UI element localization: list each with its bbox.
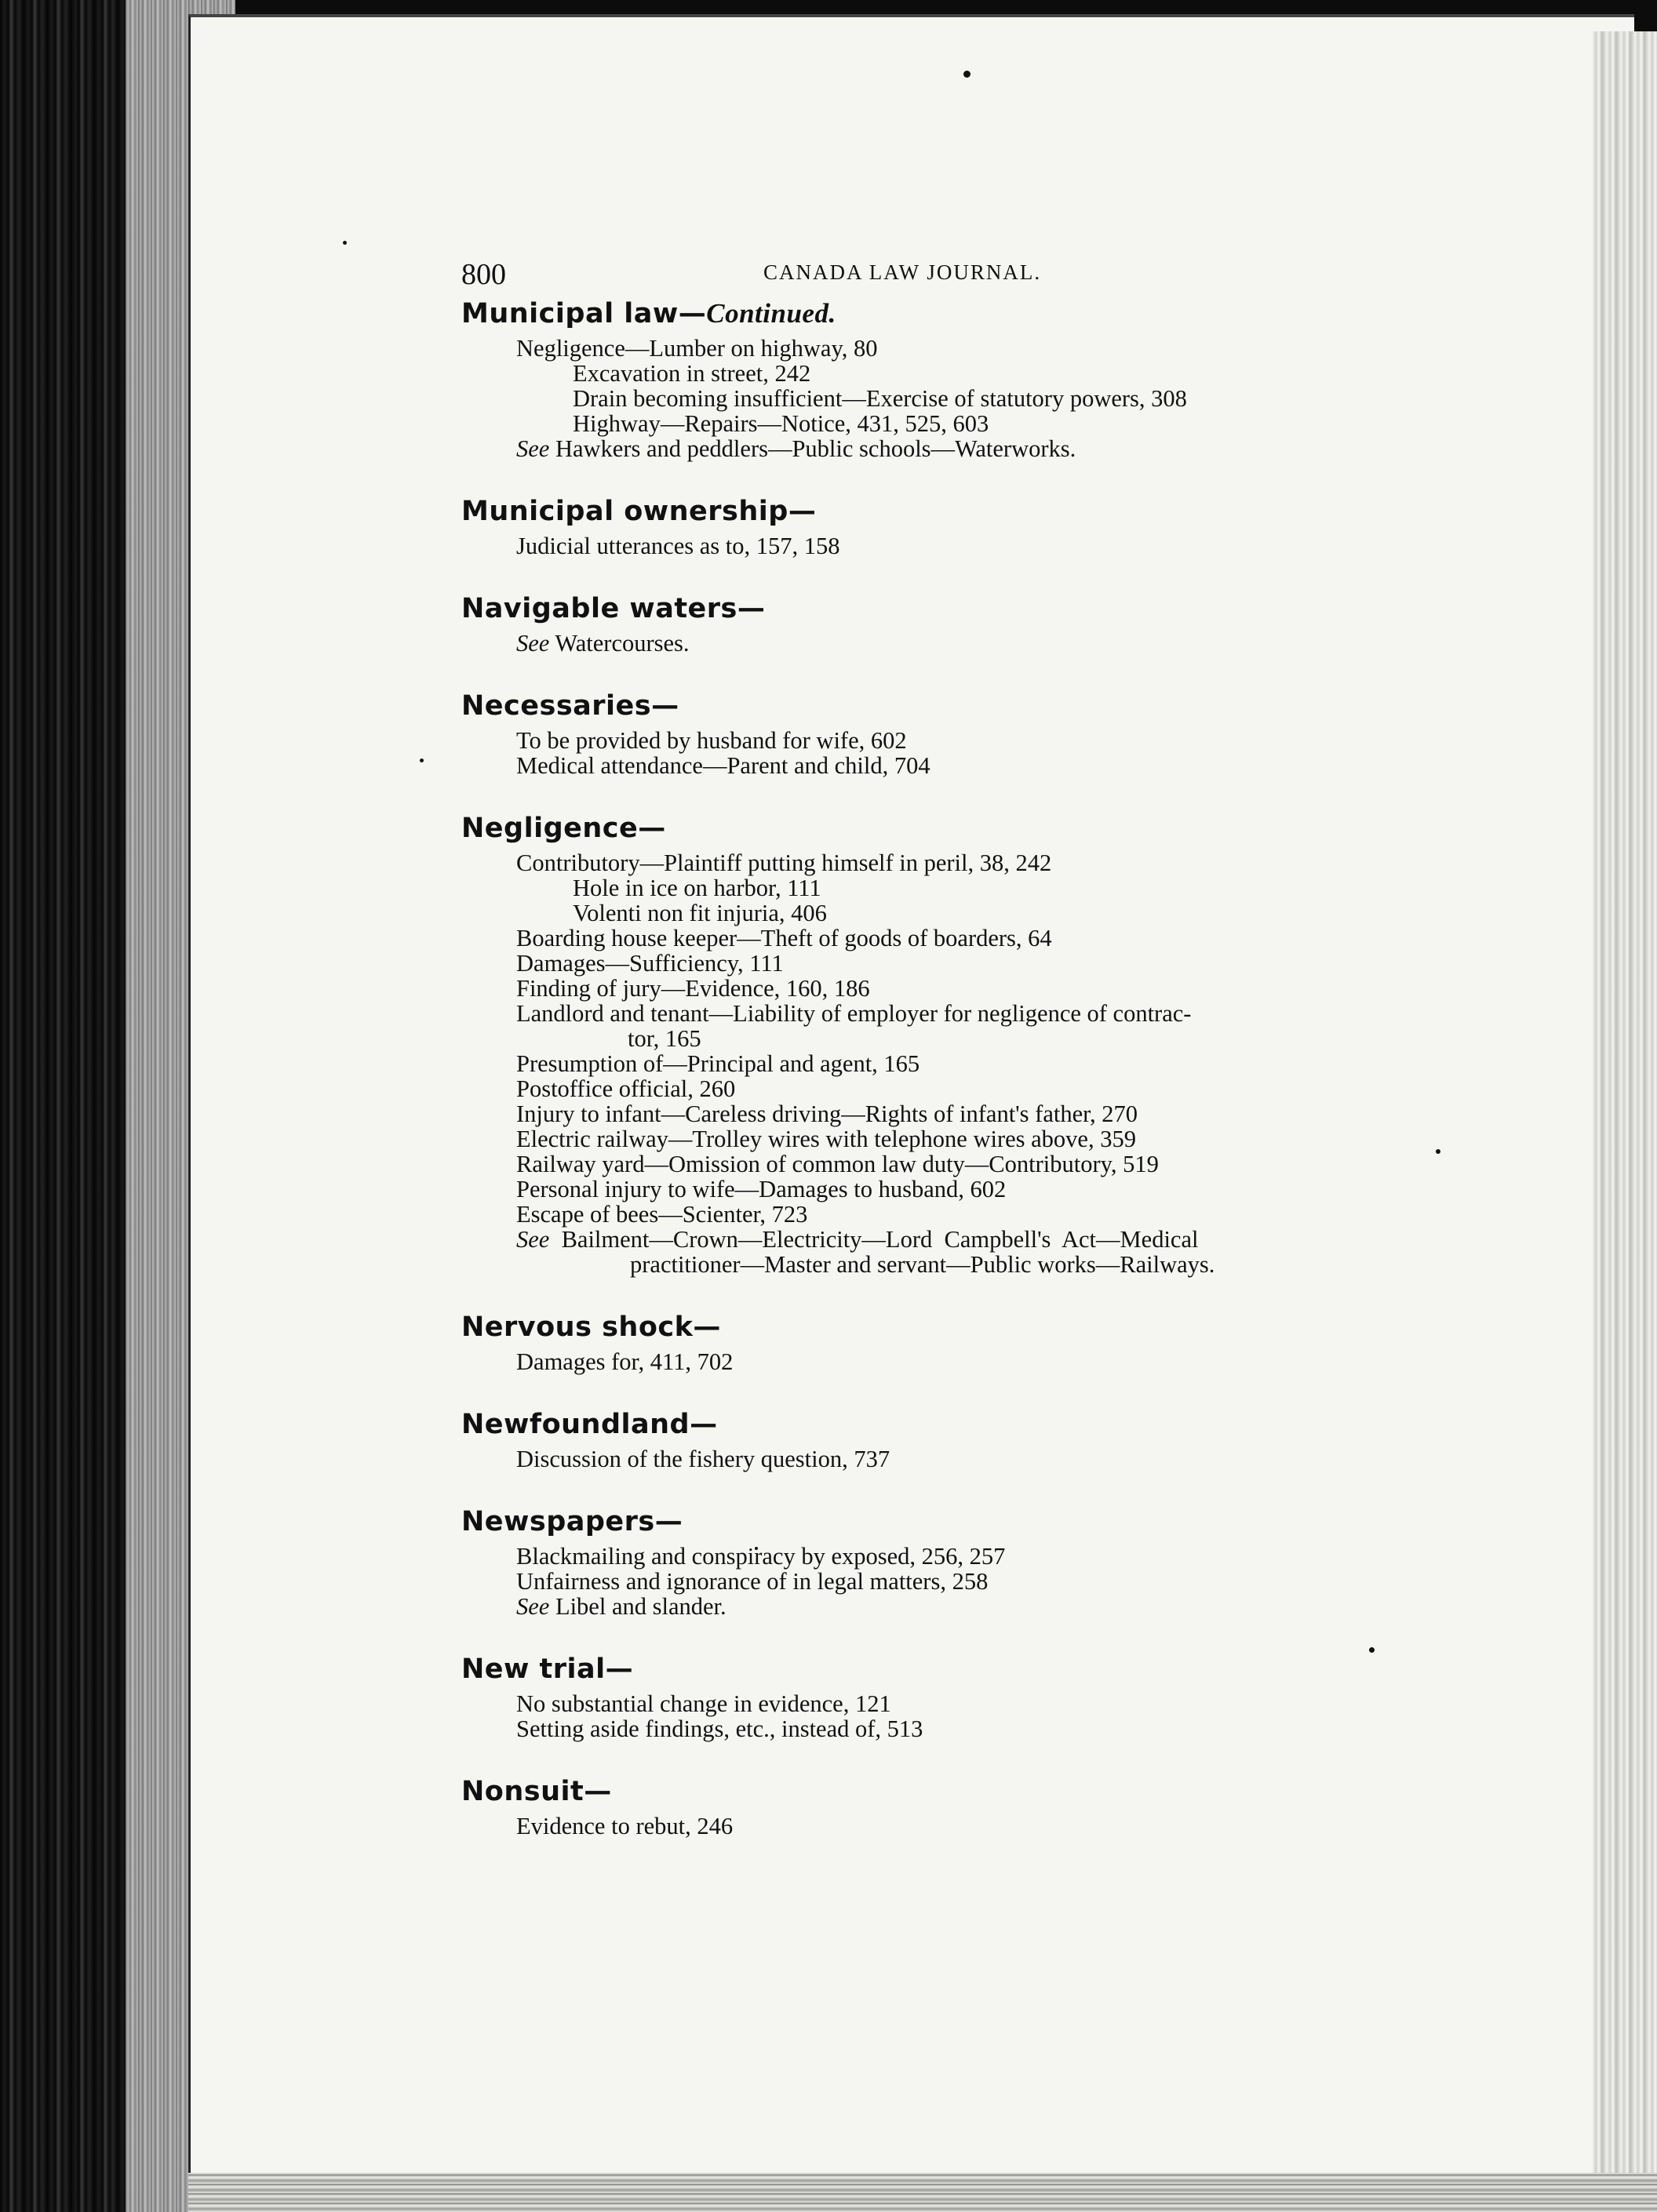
subentry-line bbox=[516, 533, 1434, 558]
subentry-text: Railway yard—Omission of common law duty—Contributory, 519 bbox=[516, 1151, 1159, 1177]
heading-text: Newfoundland— bbox=[461, 1409, 718, 1440]
heading-text: Negligence— bbox=[461, 813, 666, 844]
page-bottom-edge bbox=[188, 2173, 1657, 2212]
subentry-line bbox=[516, 976, 1434, 1001]
entry-heading bbox=[461, 297, 1434, 331]
subentry-text: Hawkers and peddlers—Public schools—Waterworks. bbox=[549, 435, 1076, 462]
cross-reference-line bbox=[516, 1594, 1434, 1619]
subentry-text: Discussion of the fishery question, 737 bbox=[516, 1446, 890, 1472]
entry-gap bbox=[461, 1374, 1434, 1407]
subentry-text: Volenti non fit injuria, 406 bbox=[573, 900, 827, 926]
entry-gap bbox=[461, 1741, 1434, 1774]
subentry-text: Judicial utterances as to, 157, 158 bbox=[516, 533, 840, 559]
subentry-line bbox=[516, 850, 1434, 875]
subentry-line bbox=[516, 1202, 1434, 1227]
entry-gap bbox=[461, 461, 1434, 494]
index-entry bbox=[461, 1504, 1434, 1619]
subentry-line bbox=[573, 361, 1434, 386]
see-label: See bbox=[516, 435, 550, 462]
entry-gap bbox=[461, 1472, 1434, 1504]
subentry-text: Highway—Repairs—Notice, 431, 525, 603 bbox=[573, 410, 989, 437]
index-entry bbox=[461, 591, 1434, 656]
subentry-text: Setting aside findings, etc., instead of, 513 bbox=[516, 1715, 923, 1742]
subentry-line bbox=[516, 1126, 1434, 1151]
entry-heading bbox=[461, 591, 1434, 626]
subentry-line bbox=[516, 1051, 1434, 1076]
cross-reference-line bbox=[516, 436, 1434, 461]
running-header bbox=[461, 249, 1434, 297]
index-entry bbox=[461, 1652, 1434, 1741]
scan-speck bbox=[343, 241, 347, 245]
subentry-line bbox=[630, 1252, 1434, 1277]
entry-heading bbox=[461, 1652, 1434, 1686]
subentry-line bbox=[516, 951, 1434, 976]
subentry-line bbox=[516, 1691, 1434, 1716]
subentry-text: Evidence to rebut, 246 bbox=[516, 1813, 734, 1839]
subentry-text: Negligence—Lumber on highway, 80 bbox=[516, 335, 878, 362]
subentry-line bbox=[516, 1544, 1434, 1569]
subentry-line bbox=[516, 1569, 1434, 1594]
subentry-text: Watercourses. bbox=[549, 630, 690, 657]
entry-gap bbox=[461, 778, 1434, 811]
subentry-text: Damages—Sufficiency, 111 bbox=[516, 950, 784, 977]
subentry-line bbox=[516, 1349, 1434, 1374]
index-entry bbox=[461, 689, 1434, 778]
entry-heading bbox=[461, 811, 1434, 846]
index-page-content bbox=[461, 249, 1434, 1839]
heading-text: Newspapers— bbox=[461, 1506, 683, 1537]
entry-heading bbox=[461, 1310, 1434, 1344]
subentry-text: Hole in ice on harbor, 111 bbox=[573, 875, 821, 901]
cross-reference-line bbox=[516, 1227, 1434, 1252]
subentry-line bbox=[516, 926, 1434, 951]
journal-title: CANADA LAW JOURNAL. bbox=[763, 260, 1042, 284]
subentry-line bbox=[516, 1716, 1434, 1741]
index-entry bbox=[461, 1407, 1434, 1472]
subentry-text: Landlord and tenant—Liability of employer for negligence of contrac- bbox=[516, 1000, 1192, 1027]
entry-heading bbox=[461, 494, 1434, 529]
index-entries bbox=[461, 297, 1434, 1839]
entry-heading bbox=[461, 1407, 1434, 1442]
heading-text: Municipal ownership— bbox=[461, 496, 817, 527]
scan-speck bbox=[420, 759, 424, 762]
subentry-text: Medical attendance—Parent and child, 704 bbox=[516, 752, 930, 779]
entry-heading bbox=[461, 689, 1434, 723]
page-number: 800 bbox=[461, 258, 506, 291]
subentry-text: Escape of bees—Scienter, 723 bbox=[516, 1201, 808, 1228]
subentry-text: Presumption of—Principal and agent, 165 bbox=[516, 1050, 920, 1077]
scan-speck bbox=[963, 71, 971, 78]
subentry-text: Injury to infant—Careless driving—Rights of infant's father, 270 bbox=[516, 1101, 1138, 1127]
entry-heading bbox=[461, 1504, 1434, 1539]
subentry-text: Damages for, 411, 702 bbox=[516, 1348, 734, 1375]
subentry-text: Finding of jury—Evidence, 160, 186 bbox=[516, 975, 870, 1002]
subentry-text: To be provided by husband for wife, 602 bbox=[516, 727, 907, 754]
subentry-text: Personal injury to wife—Damages to husband, 602 bbox=[516, 1176, 1007, 1202]
index-entry bbox=[461, 297, 1434, 461]
subentry-line bbox=[516, 1001, 1434, 1026]
scan-speck bbox=[1436, 1149, 1440, 1154]
index-entry bbox=[461, 494, 1434, 558]
subentry-text: Blackmailing and conspiracy by exposed, 256, 257 bbox=[516, 1543, 1006, 1570]
entry-gap bbox=[461, 1619, 1434, 1652]
subentry-line bbox=[573, 386, 1434, 411]
subentry-line bbox=[516, 1446, 1434, 1472]
heading-text: New trial— bbox=[461, 1654, 634, 1685]
subentry-line bbox=[516, 728, 1434, 753]
subentry-line bbox=[573, 875, 1434, 900]
entry-gap bbox=[461, 558, 1434, 591]
subentry-line bbox=[516, 1151, 1434, 1177]
see-label: See bbox=[516, 1226, 550, 1253]
subentry-text: Libel and slander. bbox=[549, 1593, 727, 1620]
index-entry bbox=[461, 1310, 1434, 1374]
subentry-line bbox=[516, 1814, 1434, 1839]
cross-reference-line bbox=[516, 631, 1434, 656]
subentry-text: No substantial change in evidence, 121 bbox=[516, 1690, 891, 1717]
subentry-line bbox=[516, 1101, 1434, 1126]
entry-heading bbox=[461, 1774, 1434, 1809]
see-label: See bbox=[516, 1593, 550, 1620]
heading-text: Navigable waters— bbox=[461, 593, 766, 624]
subentry-line bbox=[516, 1177, 1434, 1202]
see-label: See bbox=[516, 630, 550, 657]
subentry-text: practitioner—Master and servant—Public works—Railways. bbox=[630, 1251, 1215, 1278]
heading-text: Nervous shock— bbox=[461, 1312, 721, 1343]
subentry-line bbox=[573, 900, 1434, 926]
subentry-text: Contributory—Plaintiff putting himself in peril, 38, 242 bbox=[516, 850, 1052, 876]
index-entry bbox=[461, 1774, 1434, 1839]
subentry-line bbox=[628, 1026, 1434, 1051]
subentry-text: Bailment—Crown—Electricity—Lord Campbell's Act—Medical bbox=[549, 1226, 1199, 1253]
subentry-line bbox=[516, 336, 1434, 361]
subentry-text: Drain becoming insufficient—Exercise of statutory powers, 308 bbox=[573, 385, 1187, 412]
entry-gap bbox=[461, 656, 1434, 689]
subentry-text: Boarding house keeper—Theft of goods of boarders, 64 bbox=[516, 925, 1052, 951]
subentry-text: Electric railway—Trolley wires with telephone wires above, 359 bbox=[516, 1126, 1136, 1152]
subentry-text: tor, 165 bbox=[628, 1025, 701, 1052]
subentry-text: Postoffice official, 260 bbox=[516, 1075, 736, 1102]
subentry-line bbox=[516, 1076, 1434, 1101]
subentry-text: Excavation in street, 242 bbox=[573, 360, 811, 387]
page-fore-edge bbox=[1593, 31, 1657, 2212]
heading-continued: Continued. bbox=[706, 298, 836, 329]
heading-text: Municipal law— bbox=[461, 298, 707, 329]
subentry-line bbox=[573, 411, 1434, 436]
heading-text: Nonsuit— bbox=[461, 1776, 612, 1807]
index-entry bbox=[461, 811, 1434, 1277]
heading-text: Necessaries— bbox=[461, 690, 679, 722]
entry-gap bbox=[461, 1277, 1434, 1310]
subentry-text: Unfairness and ignorance of in legal matters, 258 bbox=[516, 1568, 989, 1595]
subentry-line bbox=[516, 753, 1434, 778]
